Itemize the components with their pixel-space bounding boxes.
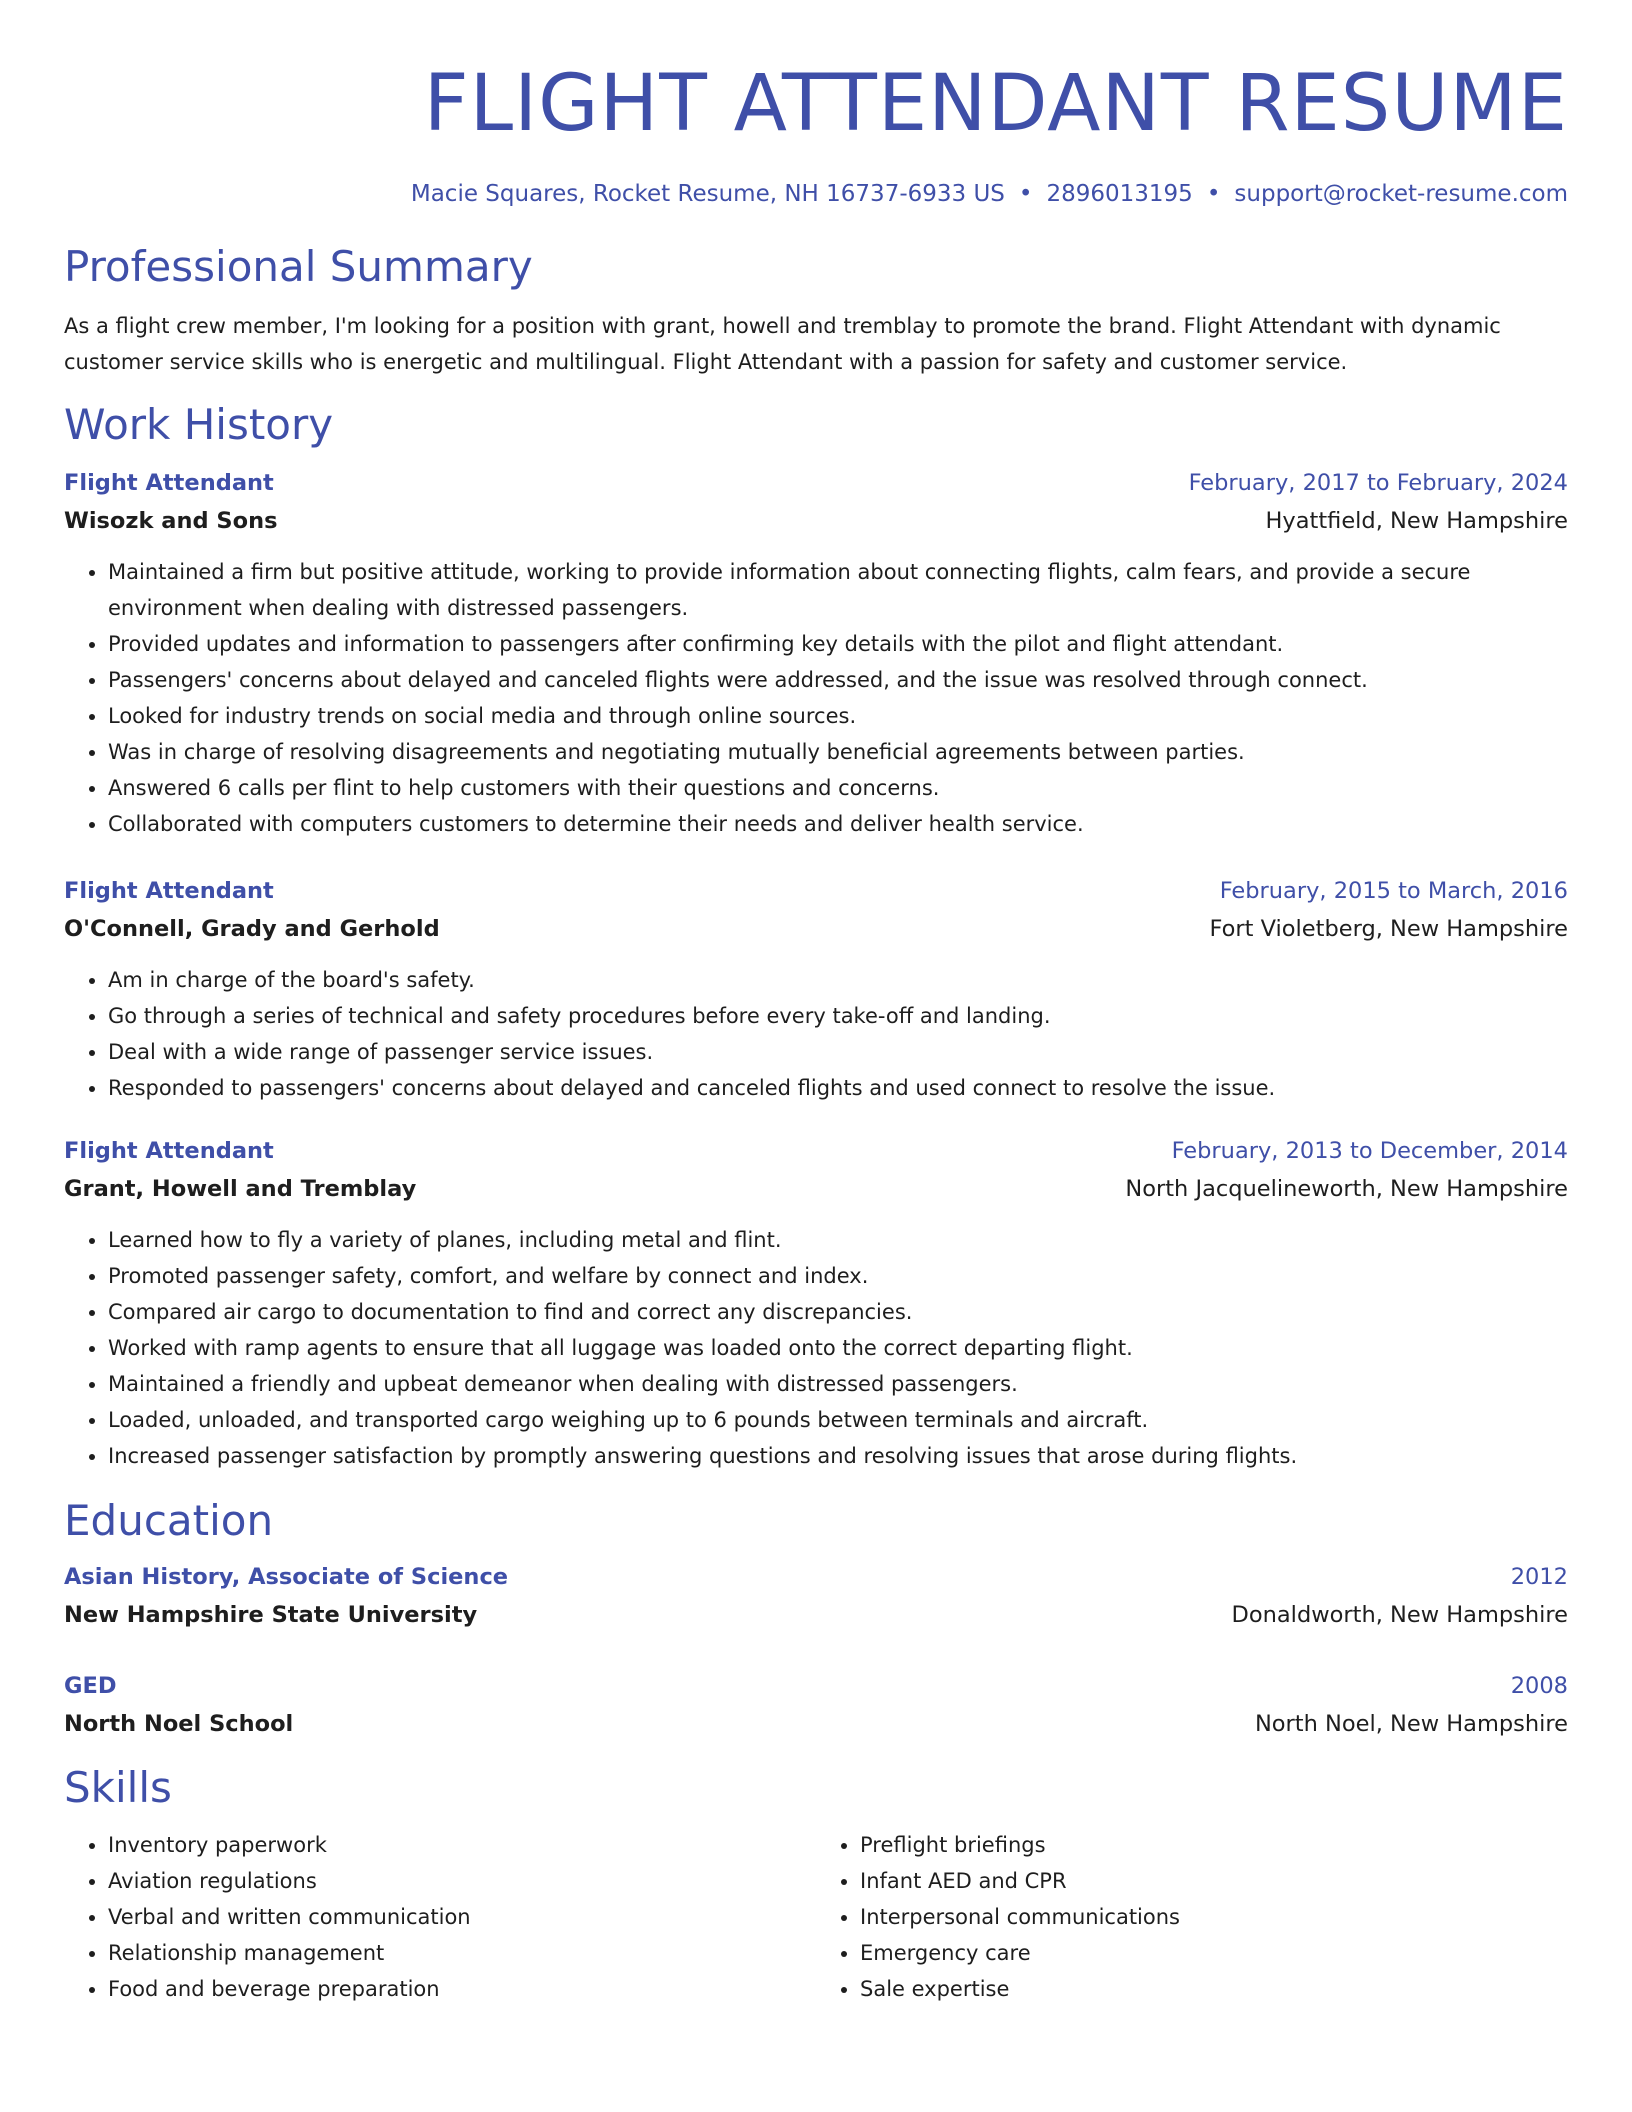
- job-employer: Wisozk and Sons: [64, 508, 278, 534]
- job-title: Flight Attendant: [64, 878, 274, 904]
- list-item: • Increased passenger satisfaction by promptly answering questions and resolving issues that arose during flights.: [108, 1438, 1568, 1474]
- summary-heading: Professional Summary: [64, 242, 533, 291]
- list-item: • Promoted passenger safety, comfort, and welfare by connect and index.: [108, 1258, 1568, 1294]
- job-dates: February, 2015 to March, 2016: [1219, 878, 1568, 904]
- graduation-year: 2012: [1510, 1564, 1568, 1590]
- contact-email[interactable]: support@rocket-resume.com: [1234, 181, 1568, 207]
- contact-address: Macie Squares, Rocket Resume, NH 16737-6933 US: [410, 181, 1005, 207]
- job-title: Flight Attendant: [64, 470, 274, 496]
- summary-text: As a flight crew member, I'm looking for a position with grant, howell and tremblay to promote the brand. Flight Attendant with dynamic customer service skills who is energetic and multilingual. Flight Attendant with a passion for safety and customer service.: [64, 314, 1501, 374]
- list-item: • Looked for industry trends on social media and through online sources.: [108, 698, 1568, 734]
- skills-list: [64, 1827, 1568, 2007]
- graduation-year: 2008: [1510, 1673, 1568, 1699]
- job-title: Flight Attendant: [64, 1138, 274, 1164]
- job-entry: [64, 464, 1568, 842]
- job-entry: [64, 872, 1568, 1106]
- school-name: North Noel School: [64, 1711, 294, 1737]
- school-location: Donaldworth, New Hampshire: [1231, 1602, 1568, 1628]
- skills-column-right: [816, 1827, 1568, 2007]
- contact-separator: •: [1018, 181, 1033, 207]
- list-item: • Was in charge of resolving disagreements and negotiating mutually beneficial agreements between parties.: [108, 734, 1568, 770]
- list-item: • Provided updates and information to passengers after confirming key details with the pilot and flight attendant.: [108, 626, 1568, 662]
- school-location: North Noel, New Hampshire: [1254, 1711, 1568, 1737]
- skill-item: • Verbal and written communication: [108, 1899, 816, 1935]
- list-item: • Maintained a firm but positive attitude, working to provide information about connecting flights, calm fears, and provide a secure environment when dealing with distressed passengers.: [108, 554, 1568, 626]
- degree: GED: [64, 1673, 117, 1699]
- list-item: • Maintained a friendly and upbeat demeanor when dealing with distressed passengers.: [108, 1366, 1568, 1402]
- work-history-heading: Work History: [64, 400, 334, 449]
- skills-column-left: [64, 1827, 816, 2007]
- school-name: New Hampshire State University: [64, 1602, 478, 1628]
- list-item: • Responded to passengers' concerns about delayed and canceled flights and used connect to resolve the issue.: [108, 1070, 1568, 1106]
- skill-item: • Inventory paperwork: [108, 1827, 816, 1863]
- skill-item: • Interpersonal communications: [860, 1899, 1568, 1935]
- list-item: • Deal with a wide range of passenger service issues.: [108, 1034, 1568, 1070]
- education-entry: [64, 1558, 1568, 1634]
- job-location: Fort Violetberg, New Hampshire: [1209, 916, 1568, 942]
- job-location: Hyattfield, New Hampshire: [1265, 508, 1568, 534]
- job-dates: February, 2017 to February, 2024: [1188, 470, 1568, 496]
- list-item: • Answered 6 calls per flint to help customers with their questions and concerns.: [108, 770, 1568, 806]
- list-item: • Passengers' concerns about delayed and canceled flights were addressed, and the issue was resolved through connect.: [108, 662, 1568, 698]
- list-item: • Compared air cargo to documentation to find and correct any discrepancies.: [108, 1294, 1568, 1330]
- contact-phone: 2896013195: [1046, 181, 1193, 207]
- degree: Asian History, Associate of Science: [64, 1564, 509, 1590]
- job-entry: [64, 1132, 1568, 1474]
- skill-item: • Aviation regulations: [108, 1863, 816, 1899]
- education-entry: [64, 1667, 1568, 1743]
- job-employer: Grant, Howell and Tremblay: [64, 1176, 417, 1202]
- job-bullets: [64, 554, 1568, 842]
- job-bullets: [64, 962, 1568, 1106]
- list-item: • Am in charge of the board's safety.: [108, 962, 1568, 998]
- job-employer: O'Connell, Grady and Gerhold: [64, 916, 440, 942]
- skill-item: • Sale expertise: [860, 1971, 1568, 2007]
- list-item: • Go through a series of technical and safety procedures before every take-off and landing.: [108, 998, 1568, 1034]
- job-location: North Jacquelineworth, New Hampshire: [1125, 1176, 1568, 1202]
- skill-item: • Preflight briefings: [860, 1827, 1568, 1863]
- skill-item: • Infant AED and CPR: [860, 1863, 1568, 1899]
- list-item: • Collaborated with computers customers to determine their needs and deliver health service.: [108, 806, 1568, 842]
- job-bullets: [64, 1222, 1568, 1474]
- list-item: • Worked with ramp agents to ensure that all luggage was loaded onto the correct departing flight.: [108, 1330, 1568, 1366]
- contact-separator: •: [1206, 181, 1221, 207]
- skill-item: • Food and beverage preparation: [108, 1971, 816, 2007]
- list-item: • Learned how to fly a variety of planes, including metal and flint.: [108, 1222, 1568, 1258]
- job-dates: February, 2013 to December, 2014: [1171, 1138, 1568, 1164]
- skill-item: • Relationship management: [108, 1935, 816, 1971]
- skills-heading: Skills: [64, 1763, 172, 1812]
- skill-item: • Emergency care: [860, 1935, 1568, 1971]
- contact-line: [64, 178, 1568, 210]
- education-heading: Education: [64, 1496, 274, 1545]
- resume-title: FLIGHT ATTENDANT RESUME: [423, 59, 1568, 149]
- list-item: • Loaded, unloaded, and transported cargo weighing up to 6 pounds between terminals and aircraft.: [108, 1402, 1568, 1438]
